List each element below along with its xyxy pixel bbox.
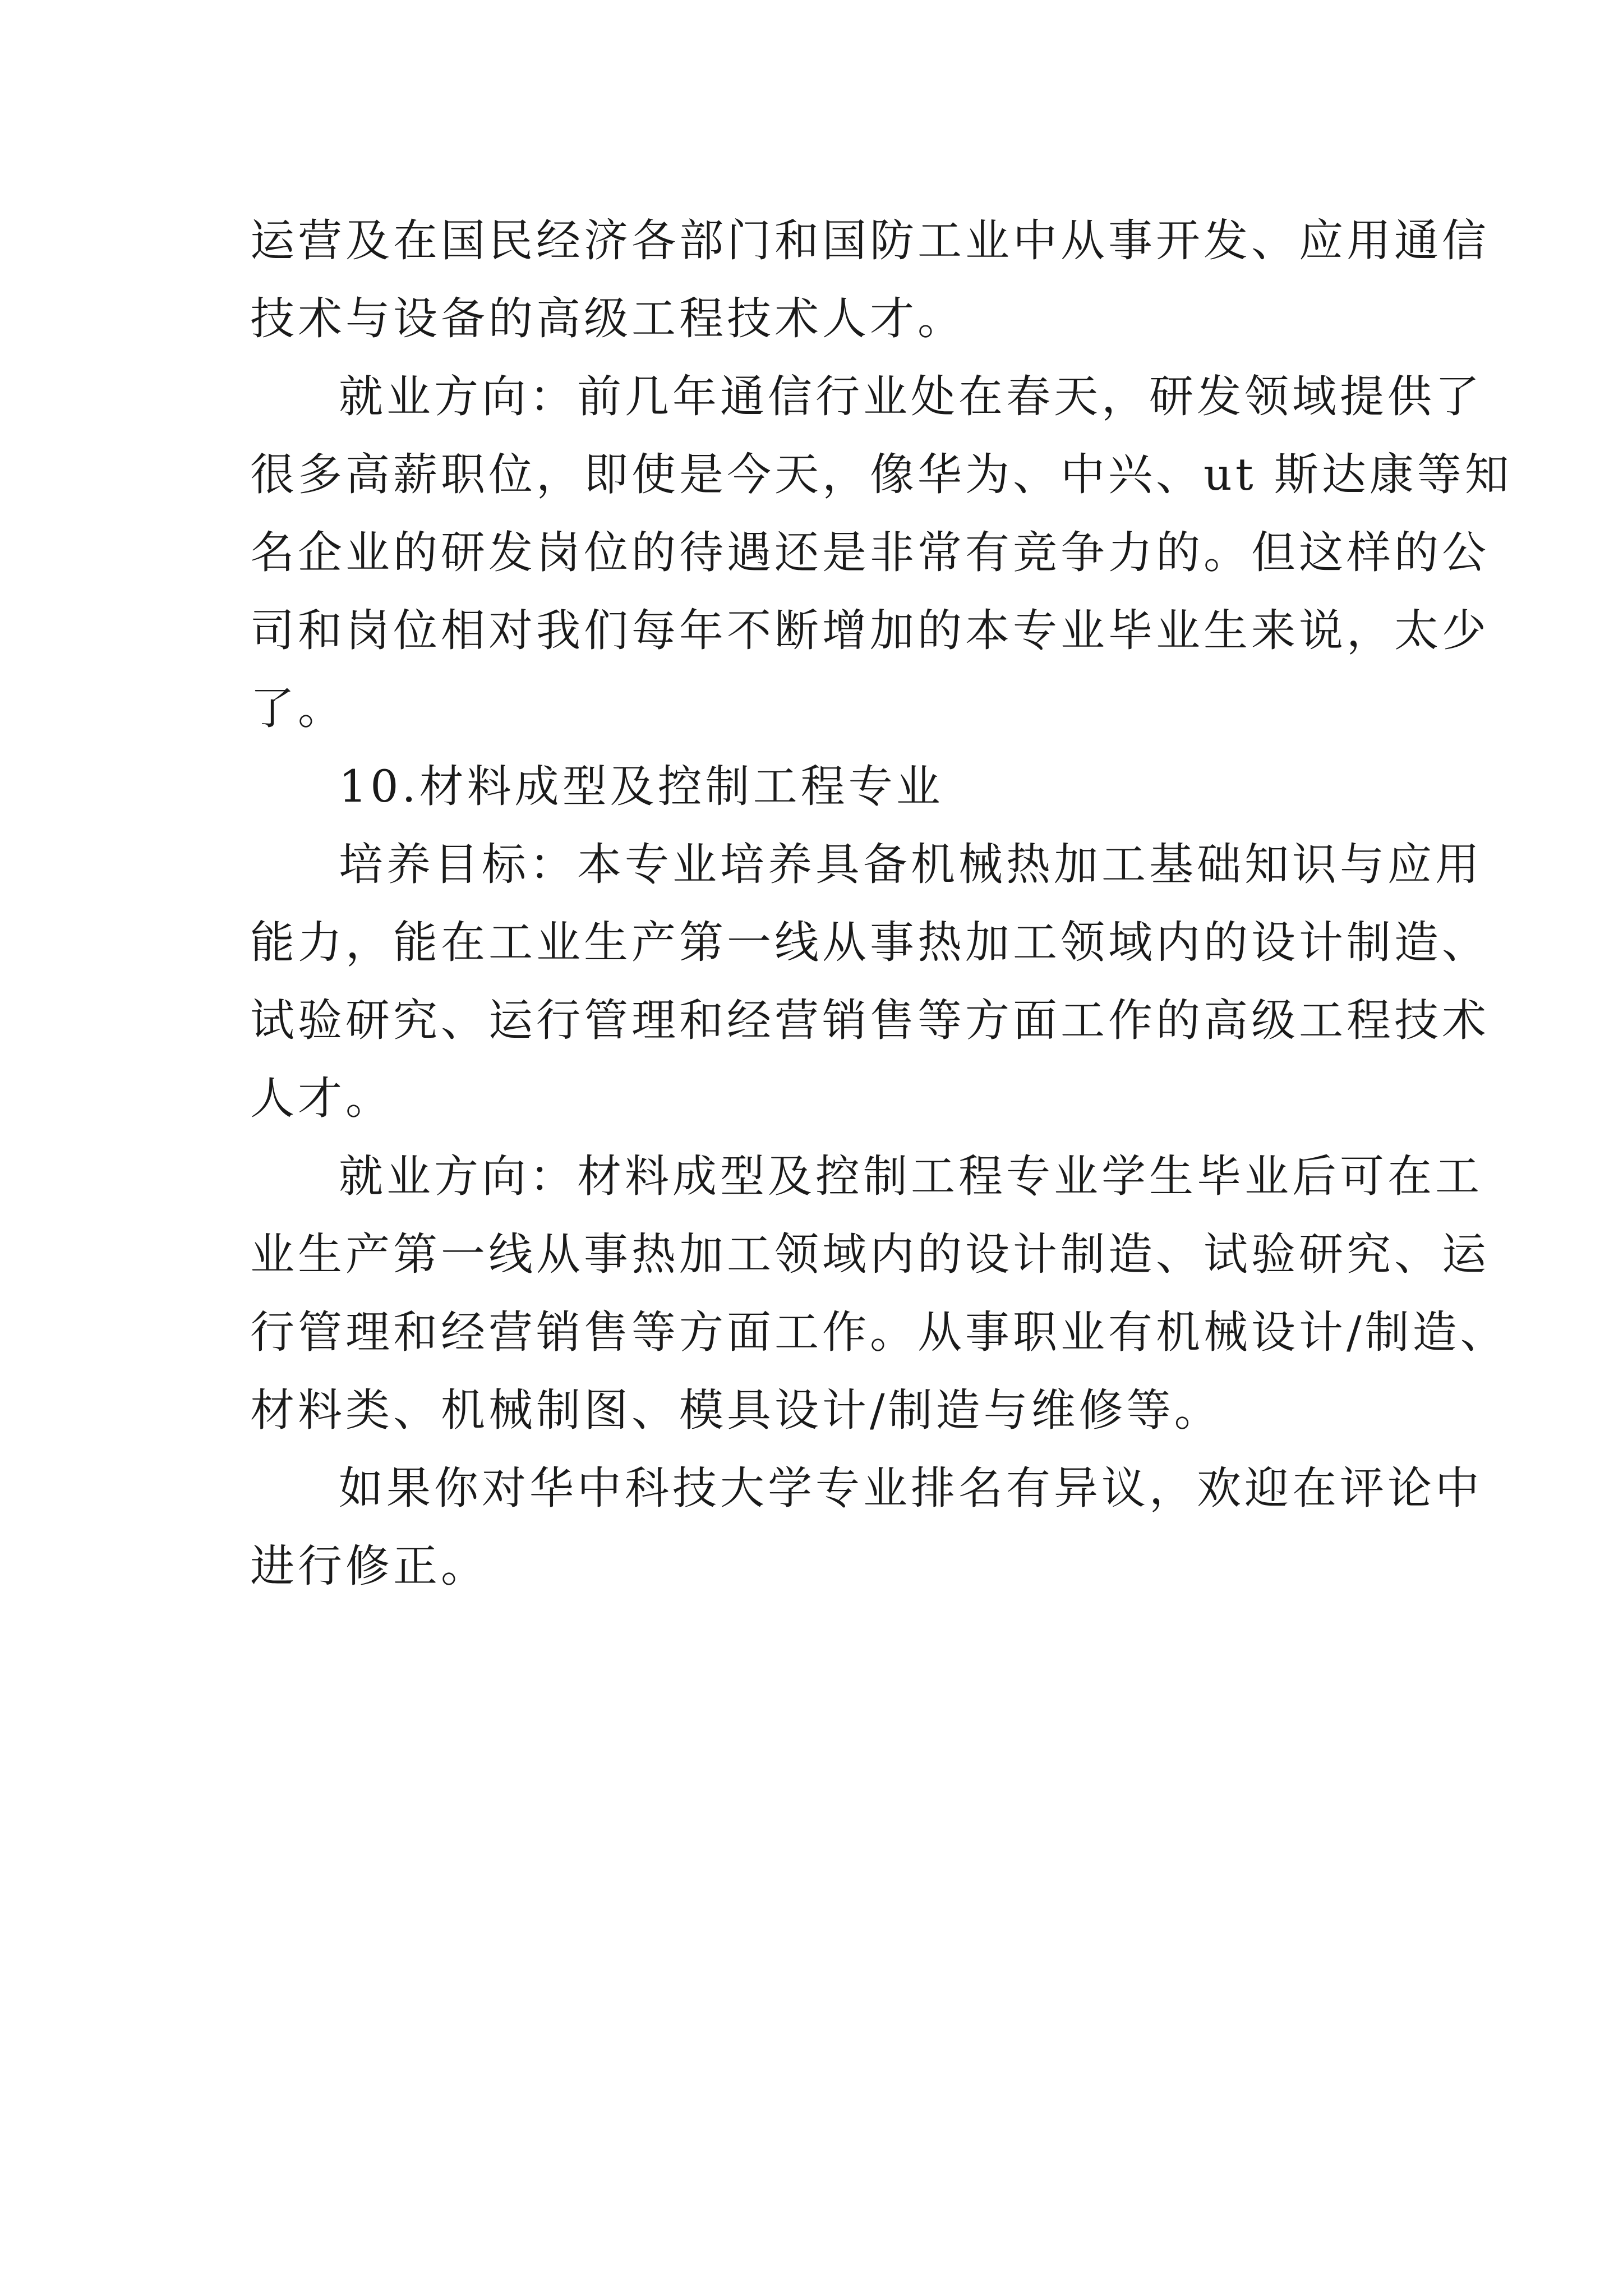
text-line-3: 就业方向：前几年通信行业处在春天，研发领域提供了 [339,371,1483,422]
text-line-12: 人才。 [250,1073,393,1124]
text-line-18: 进行修正。 [250,1540,488,1592]
text-line-6: 司和岗位相对我们每年不断增加的本专业毕业生来说，太少 [250,605,1490,656]
text-line-11: 试验研究、运行管理和经营销售等方面工作的高级工程技术 [250,995,1490,1046]
text-line-13: 就业方向：材料成型及控制工程专业学生毕业后可在工 [339,1151,1483,1202]
text-line-2: 技术与设备的高级工程技术人才。 [250,293,965,344]
text-line-15: 行管理和经营销售等方面工作。从事职业有机械设计/制造、 [250,1306,1508,1358]
section-heading: 10.材料成型及控制工程专业 [339,761,944,812]
document-body [250,202,1513,1605]
text-line-9: 培养目标：本专业培养具备机械热加工基础知识与应用 [339,839,1483,890]
text-line-10: 能力，能在工业生产第一线从事热加工领域内的设计制造、 [250,917,1490,968]
text-line-5: 名企业的研发岗位的待遇还是非常有竞争力的。但这样的公 [250,527,1490,578]
text-line-14: 业生产第一线从事热加工领域内的设计制造、试验研究、运 [250,1228,1490,1280]
text-line-17: 如果你对华中科技大学专业排名有异议，欢迎在评论中 [339,1462,1483,1514]
text-line-16: 材料类、机械制图、模具设计/制造与维修等。 [250,1384,1222,1436]
text-line-7: 了。 [250,683,345,734]
text-line-4: 很多高薪职位，即使是今天，像华为、中兴、ut 斯达康等知 [250,449,1513,500]
text-line-1: 运营及在国民经济各部门和国防工业中从事开发、应用通信 [250,215,1490,266]
